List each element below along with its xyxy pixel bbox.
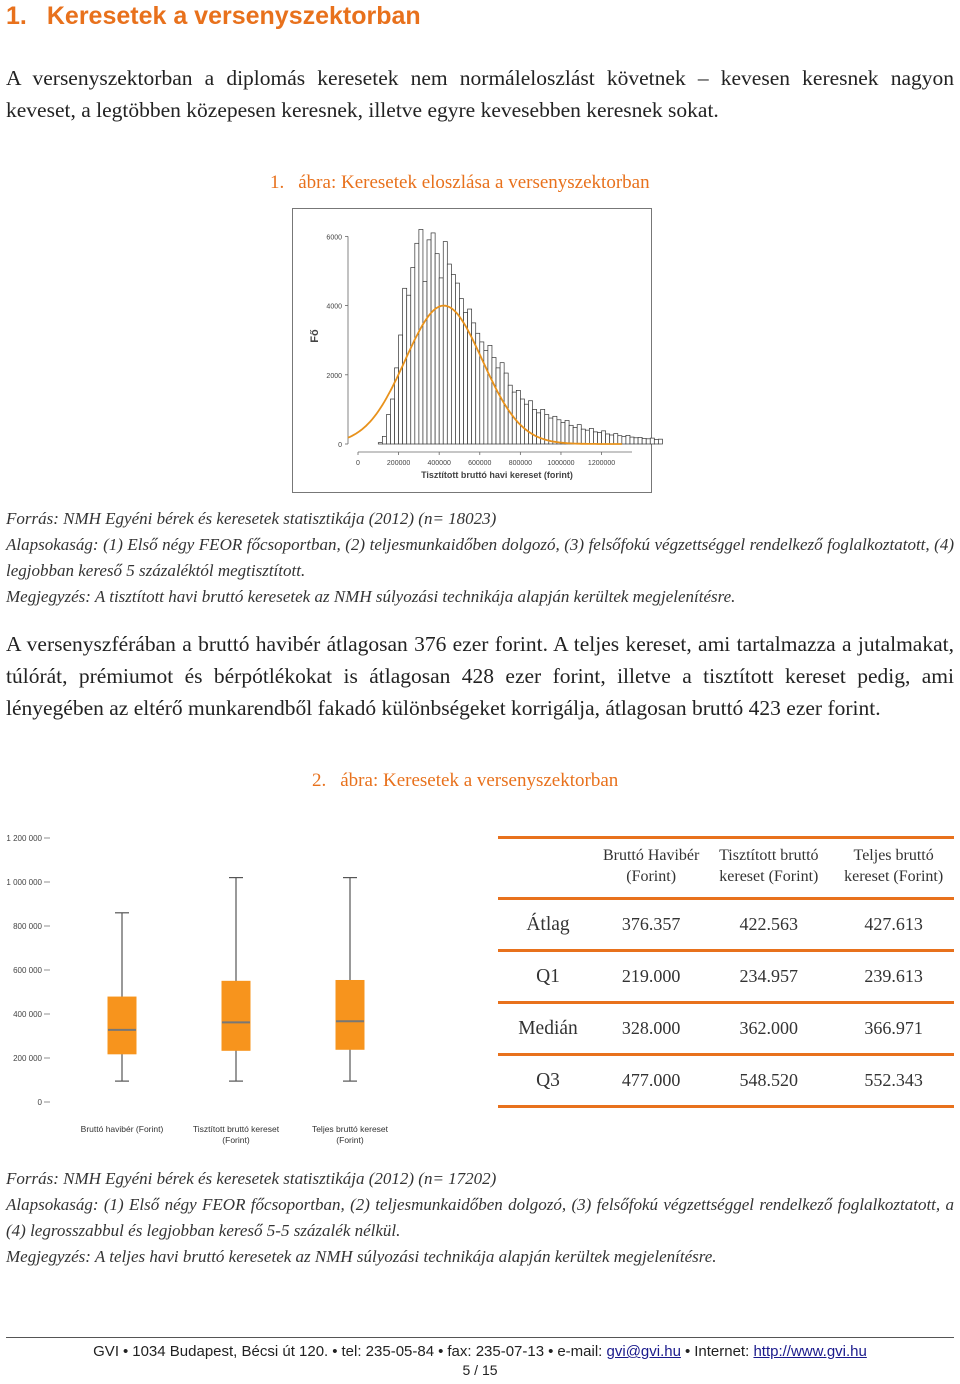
histogram-bar (496, 368, 500, 444)
heading-number: 1. (6, 2, 27, 30)
histogram-bar (423, 281, 427, 444)
histogram-bar (585, 430, 589, 444)
histogram-bar (524, 404, 528, 444)
histogram-bar (622, 436, 626, 444)
figure1-source-block (6, 506, 954, 610)
figure2-note: Megjegyzés: A teljes havi bruttó keresetek az NMH súlyozási technikája alapján kerültek megjelenítésre. (6, 1247, 717, 1266)
histogram-bar (464, 313, 468, 444)
histogram-bar (553, 416, 557, 444)
histogram-bar (411, 268, 415, 444)
figure1-note: Megjegyzés: A tisztított havi bruttó keresetek az NMH súlyozási technikája alapján kerültek megjelenítésre. (6, 587, 736, 606)
histogram-bar (419, 229, 423, 444)
histogram-bar (399, 335, 403, 444)
histogram-bar (492, 357, 496, 444)
boxplot-category-label: Teljes bruttó kereset (Forint) (311, 1124, 389, 1145)
histogram-bar (581, 429, 585, 444)
histogram-bar (386, 415, 390, 444)
figure2-caption-label: ábra: (340, 770, 379, 791)
histogram-bar (431, 233, 435, 444)
histogram-bar (589, 428, 593, 444)
bullet-icon: • (122, 1343, 129, 1360)
histogram-bar (488, 345, 492, 444)
bullet-icon: • (684, 1343, 691, 1360)
table-header-teljes: Teljes bruttó kereset (Forint) (833, 838, 954, 899)
boxplot-x-axis (81, 1124, 389, 1145)
table-cell: 548.520 (704, 1055, 833, 1107)
page-number: 5 / 15 (462, 1362, 498, 1378)
histogram-bar (557, 420, 561, 444)
histogram-bar (658, 439, 662, 444)
table-cell: 234.957 (704, 951, 833, 1003)
figure1-caption (270, 172, 650, 194)
histogram-bar (427, 240, 431, 444)
histogram-bar (614, 434, 618, 444)
histogram-bar (654, 440, 658, 444)
row-label: Medián (498, 1003, 598, 1055)
histogram-bar (455, 283, 459, 444)
histogram-bar (390, 399, 394, 444)
histogram-bar (626, 435, 630, 444)
boxplot-y-tick-label: 200 000 (13, 1054, 42, 1063)
table-header-brutto-haviber: Bruttó Havibér (Forint) (598, 838, 704, 899)
table-row (498, 899, 954, 951)
histogram-bar (516, 390, 520, 444)
histogram-x-label: Tisztított bruttó havi kereset (forint) (421, 470, 573, 480)
histogram-bar (606, 434, 610, 444)
histogram-bar (642, 438, 646, 444)
table-row (498, 951, 954, 1003)
boxplot-y-tick-label: 1 200 000 (6, 834, 42, 843)
table-header-corner (498, 838, 598, 899)
histogram-bar (630, 437, 634, 444)
table-cell: 366.971 (833, 1003, 954, 1055)
histogram-y-tick-label: 0 (338, 442, 342, 449)
histogram-x-tick-label: 800000 (508, 460, 533, 467)
boxplot-y-tick-label: 600 000 (13, 966, 42, 975)
table-row (498, 1003, 954, 1055)
histogram-chart (292, 208, 664, 496)
table-header-tisztitott: Tisztított bruttó kereset (Forint) (704, 838, 833, 899)
histogram-bar (533, 409, 537, 444)
page-footer (6, 1337, 954, 1378)
footer-fax: fax: 235-07-13 (447, 1343, 545, 1360)
histogram-bar (520, 399, 524, 444)
histogram-bar (537, 413, 541, 444)
figure2-caption-title: Keresetek a versenyszektorban (382, 770, 619, 791)
second-paragraph: A versenyszférában a bruttó havibér átlagosan 376 ezer forint. A teljes kereset, ami tartalmazza a jutalmakat, túlórát, prémiumot és bérpótlékokat is átlagosan 428 ezer forint, illetve a tisztított kereset pedig, ami lényegében az eltérő munkarendből fakadó különbségeket korrigálja, átlagosan bruttó 423 ezer forint. (6, 632, 954, 720)
boxplot-box (222, 981, 250, 1050)
boxplot-boxes (108, 878, 364, 1082)
histogram-bar (610, 435, 614, 444)
histogram-x-tick-label: 1000000 (547, 460, 575, 467)
boxplot-chart (0, 826, 470, 1148)
histogram-bar (528, 401, 532, 444)
figure2-source-block (6, 1166, 954, 1270)
histogram-bar (577, 425, 581, 444)
row-label: Q3 (498, 1055, 598, 1107)
histogram-bar (638, 437, 642, 444)
table-cell: 422.563 (704, 899, 833, 951)
boxplot-box (336, 980, 364, 1049)
histogram-bar (650, 438, 654, 444)
boxplot-y-axis (6, 834, 50, 1107)
histogram-bar (618, 436, 622, 444)
histogram-bar (565, 420, 569, 444)
histogram-bar (435, 254, 439, 444)
footer-tel: tel: 235-05-84 (341, 1343, 435, 1360)
table-cell: 362.000 (704, 1003, 833, 1055)
boxplot-y-tick-label: 800 000 (13, 922, 42, 931)
histogram-bar (378, 443, 382, 444)
figure2-source: Forrás: NMH Egyéni bérek és keresetek statisztikája (2012) (n= 17202) (6, 1169, 497, 1188)
figure2-caption-number: 2. (312, 770, 327, 791)
statistics-table (498, 836, 954, 1108)
footer-internet-label: Internet: (694, 1343, 750, 1360)
histogram-bar (573, 427, 577, 444)
figure2-population: Alapsokaság: (1) Első négy FEOR főcsoportban, (2) teljesmunkaidőben dolgozó, (3) felsőfokú végzettséggel rendelkező foglalkoztatott, a (4) legrosszabbul és legjobban kereső 5-5 százalék nélkül. (6, 1195, 954, 1240)
bullet-icon: • (548, 1343, 554, 1360)
row-label: Átlag (498, 899, 598, 951)
heading-title: Keresetek a versenyszektorban (46, 2, 421, 30)
table-cell: 552.343 (833, 1055, 954, 1107)
footer-email-label: e-mail: (557, 1343, 603, 1360)
table-cell: 219.000 (598, 951, 704, 1003)
row-label: Q1 (498, 951, 598, 1003)
histogram-bar (407, 295, 411, 444)
histogram-x-tick-label: 600000 (468, 460, 492, 467)
histogram-bar (597, 433, 601, 444)
histogram-bar (561, 423, 565, 444)
page-heading (6, 2, 421, 31)
histogram-bar (447, 264, 451, 444)
footer-email-link[interactable]: gvi@gvi.hu (606, 1343, 681, 1360)
footer-org: GVI (93, 1343, 119, 1360)
boxplot-y-tick-label: 400 000 (13, 1010, 42, 1019)
bullet-icon: • (332, 1343, 338, 1360)
histogram-x-tick-label: 1200000 (587, 460, 616, 467)
table-cell: 427.613 (833, 899, 954, 951)
table-header-row (498, 838, 954, 899)
histogram-bar (634, 438, 638, 444)
figure2-caption (312, 770, 618, 792)
histogram-bar (646, 439, 650, 444)
histogram-bar (382, 436, 386, 444)
boxplot-y-tick-label: 0 (37, 1098, 42, 1107)
histogram-x-tick-label: 400000 (427, 460, 451, 467)
histogram-x-tick-label: 200000 (386, 460, 411, 467)
figure1-caption-number: 1. (270, 172, 285, 193)
histogram-x-tick-label: 0 (356, 460, 360, 467)
histogram-y-tick-label: 2000 (326, 372, 342, 380)
intro-paragraph: A versenyszektorban a diplomás keresetek nem normáleloszlást követnek – kevesen keresnek nagyon keveset, a legtöbben közepesen keresnek, illetve egyre kevesebben keresnek sokat. (6, 66, 954, 122)
boxplot-category-label: Tisztított bruttó kereset (Forint) (192, 1124, 280, 1145)
table-cell: 477.000 (598, 1055, 704, 1107)
footer-address: 1034 Budapest, Bécsi út 120. (132, 1343, 329, 1360)
histogram-bar (415, 243, 419, 444)
boxplot-box (108, 997, 136, 1054)
table-cell: 328.000 (598, 1003, 704, 1055)
boxplot-category-label: Bruttó havibér (Forint) (80, 1124, 164, 1134)
table-cell: 239.613 (833, 951, 954, 1003)
histogram-bar (569, 425, 573, 444)
figure1-caption-label: ábra: (298, 172, 337, 193)
histogram-bar (602, 431, 606, 444)
table-cell: 376.357 (598, 899, 704, 951)
histogram-y-tick-label: 4000 (326, 303, 342, 311)
figure1-source: Forrás: NMH Egyéni bérek és keresetek statisztikája (2012) (n= 18023) (6, 509, 497, 528)
bullet-icon: • (438, 1343, 444, 1360)
footer-contact-line (6, 1343, 954, 1360)
figure1-caption-title: Keresetek eloszlása a versenyszektorban (340, 172, 650, 193)
histogram-bar (443, 242, 447, 444)
histogram-bar (451, 274, 455, 444)
histogram-bar (593, 432, 597, 444)
boxplot-y-tick-label: 1 000 000 (6, 878, 42, 887)
histogram-y-label: Fő (309, 329, 321, 343)
figure1-population: Alapsokaság: (1) Első négy FEOR főcsoportban, (2) teljesmunkaidőben dolgozó, (3) felsőfokú végzettséggel rendelkező foglalkoztatott, (4) legjobban kereső 5 százaléktól megtisztított. (6, 535, 954, 580)
footer-internet-link[interactable]: http://www.gvi.hu (753, 1343, 867, 1360)
table-row (498, 1055, 954, 1107)
histogram-y-tick-label: 6000 (326, 234, 342, 242)
histogram-bar (439, 278, 443, 444)
